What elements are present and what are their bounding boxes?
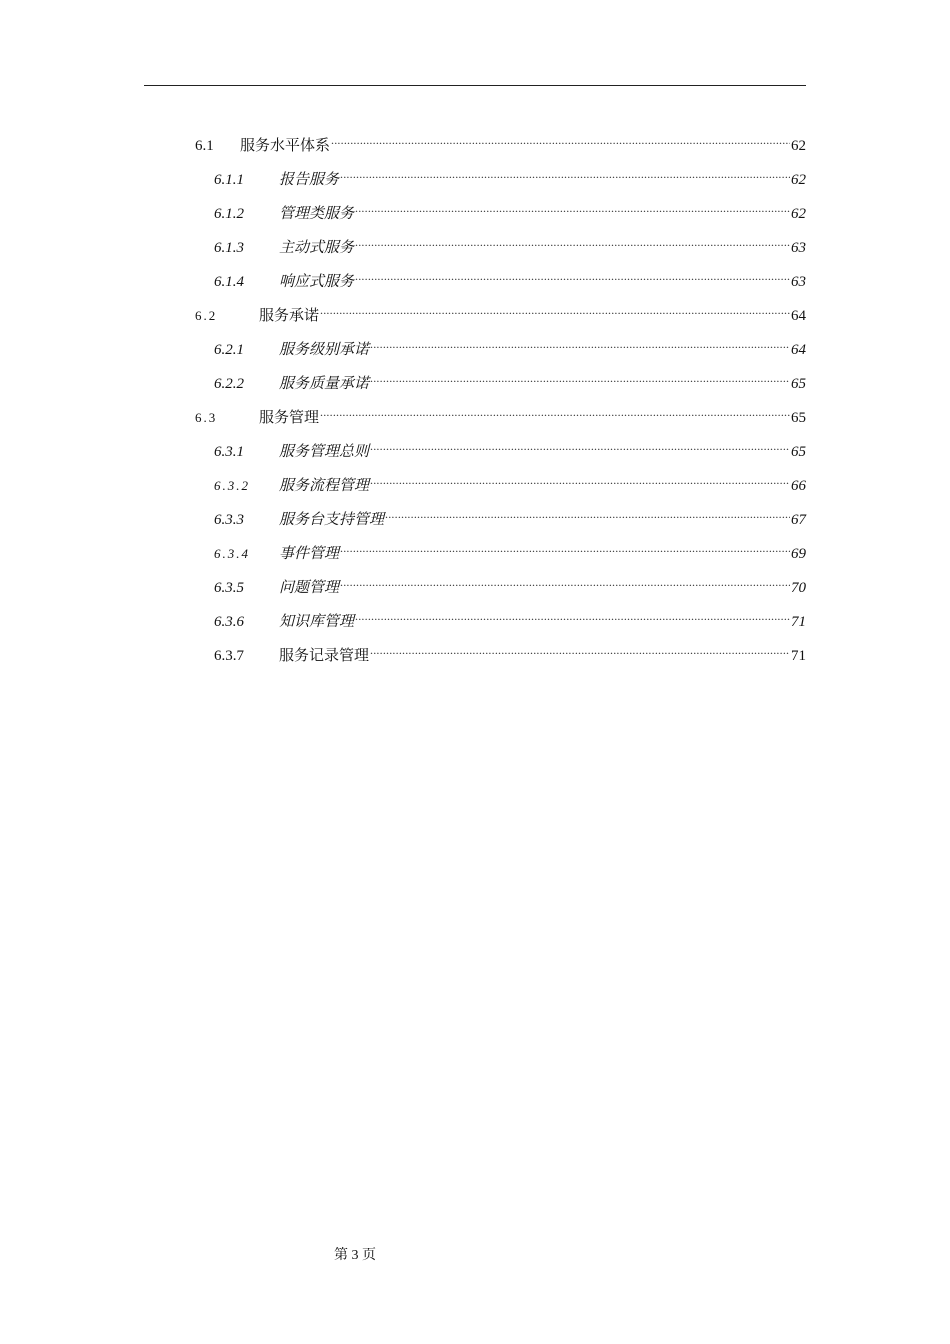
toc-title: 服务水平体系 (240, 138, 331, 154)
toc-title: 管理类服务 (279, 206, 355, 222)
toc-page-number: 65 (791, 410, 806, 426)
page-number-footer: 第 3 页 (334, 1248, 376, 1263)
toc-dot-leader (355, 600, 790, 626)
toc-title: 服务级别承诺 (279, 342, 370, 358)
toc-title: 服务承诺 (259, 308, 320, 324)
toc-title: 服务管理 (259, 410, 320, 426)
toc-entry-6-3-6[interactable] (214, 600, 806, 630)
toc-entry-6-2-1[interactable] (214, 328, 806, 358)
toc-number: 6.3.7 (214, 648, 244, 664)
toc-title: 响应式服务 (279, 274, 355, 290)
toc-dot-leader (340, 532, 790, 558)
toc-page-number: 71 (791, 648, 806, 664)
toc-page-number: 67 (791, 512, 806, 528)
toc-entry-6-3-7[interactable] (214, 634, 806, 664)
toc-number: 6.3.1 (214, 444, 244, 460)
toc-title: 问题管理 (279, 580, 340, 596)
toc-title: 主动式服务 (279, 240, 355, 256)
toc-title: 服务记录管理 (279, 648, 370, 664)
toc-title: 服务台支持管理 (279, 512, 385, 528)
toc-page-number: 62 (791, 206, 806, 222)
toc-dot-leader (370, 362, 790, 388)
toc-number: 6.2.2 (214, 376, 244, 392)
toc-title: 事件管理 (279, 546, 340, 562)
toc-entry-6-3-1[interactable] (214, 430, 806, 460)
toc-page-number: 69 (791, 546, 806, 562)
toc-number: 6.1.2 (214, 206, 244, 222)
toc-title: 服务质量承诺 (279, 376, 370, 392)
toc-dot-leader (320, 396, 790, 422)
toc-dot-leader (355, 226, 790, 252)
toc-title: 服务管理总则 (279, 444, 370, 460)
toc-number: 6.3.2 (214, 478, 250, 493)
toc-entry-6-1-4[interactable] (214, 260, 806, 290)
toc-dot-leader (331, 124, 790, 150)
toc-page-number: 65 (791, 376, 806, 392)
toc-number: 6.3.4 (214, 546, 250, 561)
toc-page-number: 62 (791, 172, 806, 188)
toc-dot-leader (340, 566, 790, 592)
toc-number: 6.1.4 (214, 274, 244, 290)
toc-page-number: 62 (791, 138, 806, 154)
toc-dot-leader (355, 260, 790, 286)
toc-entry-6-2-2[interactable] (214, 362, 806, 392)
toc-entry-6-3-3[interactable] (214, 498, 806, 528)
toc-entry-6-1-1[interactable] (214, 158, 806, 188)
toc-entry-6-2[interactable] (195, 294, 806, 324)
toc-page-number: 64 (791, 342, 806, 358)
toc-title: 报告服务 (279, 172, 340, 188)
toc-number: 6.2.1 (214, 342, 244, 358)
toc-dot-leader (370, 634, 790, 660)
toc-dot-leader (370, 464, 790, 490)
toc-number: 6.1.1 (214, 172, 244, 188)
toc-dot-leader (355, 192, 790, 218)
toc-dot-leader (340, 158, 790, 184)
toc-entry-6-1[interactable] (195, 124, 806, 154)
toc-dot-leader (320, 294, 790, 320)
toc-title: 服务流程管理 (279, 478, 370, 494)
toc-dot-leader (370, 430, 790, 456)
toc-number: 6.3.6 (214, 614, 244, 630)
toc-page-number: 71 (791, 614, 806, 630)
toc-number: 6.3.3 (214, 512, 244, 528)
toc-dot-leader (385, 498, 790, 524)
toc-number: 6.3.5 (214, 580, 244, 596)
toc-page-number: 63 (791, 240, 806, 256)
toc-entry-6-3[interactable] (195, 396, 806, 426)
toc-title: 知识库管理 (279, 614, 355, 630)
toc-page-number: 63 (791, 274, 806, 290)
toc-number: 6.1 (195, 138, 214, 154)
toc-page-number: 70 (791, 580, 806, 596)
toc-page-number: 64 (791, 308, 806, 324)
toc-entry-6-1-3[interactable] (214, 226, 806, 256)
toc-page-number: 66 (791, 478, 806, 494)
toc-dot-leader (370, 328, 790, 354)
toc-entry-6-1-2[interactable] (214, 192, 806, 222)
toc-page-number: 65 (791, 444, 806, 460)
toc-number: 6.2 (195, 308, 218, 323)
toc-entry-6-3-5[interactable] (214, 566, 806, 596)
toc-entry-6-3-4[interactable] (214, 532, 806, 562)
toc-number: 6.1.3 (214, 240, 244, 256)
toc-number: 6.3 (195, 410, 218, 425)
header-rule (144, 85, 806, 86)
toc-entry-6-3-2[interactable] (214, 464, 806, 494)
